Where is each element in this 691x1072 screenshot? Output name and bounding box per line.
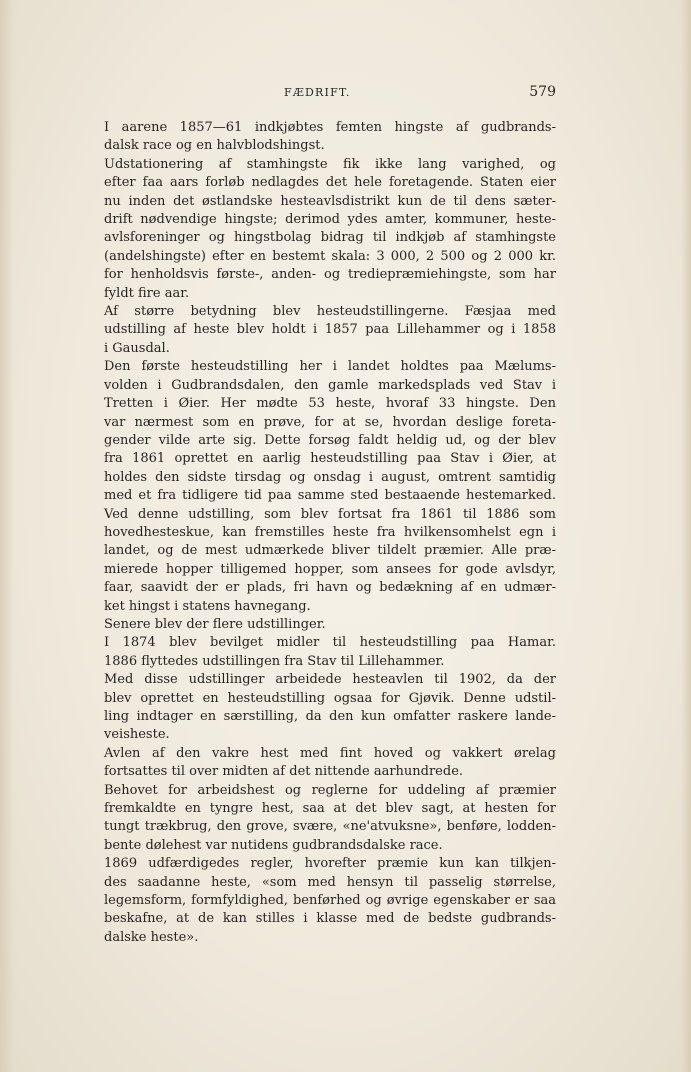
text-line: blev oprettet en hesteudstilling ogsaa for Gjøvik. Denne udstil- — [104, 690, 556, 706]
text-line: bente dølehest var nutidens gudbrandsdalske race. — [104, 837, 443, 853]
text-line: efter faa aars forløb nedlagdes det hele foretagende. Staten eier — [104, 175, 556, 191]
text-line: Avlen af den vakre hest med fint hoved og vakkert ørelag — [104, 745, 556, 761]
text-line: Af større betydning blev hesteudstillingerne. Fæsjaa med — [104, 304, 556, 320]
text-line: (andelshingste) efter en bestemt skala: 3 000, 2 500 og 2 000 kr. — [104, 248, 556, 264]
body-text — [104, 119, 556, 947]
text-line: beskafne, at de kan stilles i klasse med de bedste gudbrands- — [104, 911, 556, 927]
page-number: 579 — [529, 84, 556, 100]
text-line: Ved denne udstilling, som blev fortsat fra 1861 til 1886 som — [104, 506, 556, 522]
text-line: volden i Gudbrandsdalen, den gamle markedsplads ved Stav i — [104, 377, 556, 393]
text-line: var nærmest som en prøve, for at se, hvordan deslige foreta- — [104, 414, 556, 430]
text-line: mierede hopper tilligemed hopper, som ansees for gode avlsdyr, — [104, 561, 556, 577]
paragraph — [104, 634, 556, 671]
page-edge-shadow-right — [681, 0, 691, 1072]
paragraph — [104, 855, 556, 947]
text-line: landet, og de mest udmærkede bliver tildelt præmier. Alle præ- — [104, 543, 556, 559]
text-line: 1869 udfærdigedes regler, hvorefter præmie kun kan tilkjen- — [104, 856, 556, 872]
text-line: faar, saavidt der er plads, fri havn og bedækning af en udmær- — [104, 580, 556, 596]
text-line: ling indtager en særstilling, da den kun omfatter raskere lande- — [104, 709, 556, 724]
text-line: fra 1861 oprettet en aarlig hesteudstilling paa Stav i Øier, at — [104, 451, 556, 467]
text-line: avlsforeninger og hingstbolag bidrag til indkjøb af stamhingste — [104, 230, 556, 246]
text-line: ket hingst i statens havnegang. — [104, 598, 311, 614]
page-header — [104, 86, 556, 106]
text-line: udstilling af heste blev holdt i 1857 paa Lillehammer og i 1858 — [104, 322, 556, 338]
text-line: tungt trækbrug, den grove, svære, «ne'atvuksne», benføre, lodden- — [104, 819, 556, 835]
text-line: med et fra tidligere tid paa samme sted bestaaende hestemarked. — [104, 488, 556, 504]
text-line: Udstationering af stamhingste fik ikke lang varighed, og — [104, 156, 556, 172]
text-line: Den første hesteudstilling her i landet holdtes paa Mælums- — [104, 359, 556, 375]
text-line: drift nødvendige hingste; derimod ydes amter, kommuner, heste- — [104, 212, 556, 228]
text-line: fortsattes til over midten af det nittende aarhundrede. — [104, 764, 464, 780]
text-line: Senere blev der flere udstillinger. — [104, 616, 326, 632]
paragraph — [104, 119, 556, 156]
text-line: holdes den sidste tirsdag og onsdag i august, omtrent samtidig — [104, 469, 556, 485]
text-line: des saadanne heste, «som med hensyn til passelig størrelse, — [104, 874, 556, 890]
running-title: FÆDRIFT. — [284, 86, 351, 99]
paragraph — [104, 358, 556, 616]
paragraph — [104, 671, 556, 745]
text-line: Behovet for arbeidshest og reglerne for uddeling af præmier — [104, 782, 556, 798]
paragraph — [104, 745, 556, 782]
paragraph — [104, 616, 556, 634]
text-line: Med disse udstillinger arbeidede hesteavlen til 1902, da der — [104, 672, 556, 688]
text-line: gender vilde arte sig. Dette forsøg faldt heldig ud, og der blev — [104, 432, 556, 448]
paragraph — [104, 782, 556, 856]
text-line: fyldt fire aar. — [104, 285, 190, 301]
text-line: Tretten i Øier. Her mødte 53 heste, hvoraf 33 hingste. Den — [104, 396, 556, 412]
text-line: I aarene 1857—61 indkjøbtes femten hingste af gudbrands- — [104, 120, 556, 135]
text-line: I 1874 blev bevilget midler til hesteudstilling paa Hamar. — [104, 635, 556, 651]
text-line: dalsk race og en halvblodshingst. — [104, 138, 325, 154]
text-line: dalske heste». — [104, 929, 199, 945]
text-line: 1886 flyttedes udstillingen fra Stav til Lillehammer. — [104, 653, 445, 669]
text-line: veisheste. — [104, 727, 170, 743]
page-edge-shadow-left — [0, 0, 14, 1072]
text-line: for henholdsvis første-, anden- og trediepræmiehingste, som har — [104, 267, 556, 283]
paragraph — [104, 156, 556, 303]
text-line: legemsform, formfyldighed, benførhed og øvrige egenskaber er saa — [104, 893, 556, 909]
text-line: nu inden det østlandske hesteavlsdistrikt kun de til dens sæter- — [104, 193, 556, 209]
paragraph — [104, 303, 556, 358]
text-line: hovedhesteskue, kan fremstilles heste fra hvilkensomhelst egn i — [104, 524, 556, 540]
text-line: i Gausdal. — [104, 340, 170, 356]
text-line: fremkaldte en tyngre hest, saa at det blev sagt, at hesten for — [104, 801, 556, 817]
